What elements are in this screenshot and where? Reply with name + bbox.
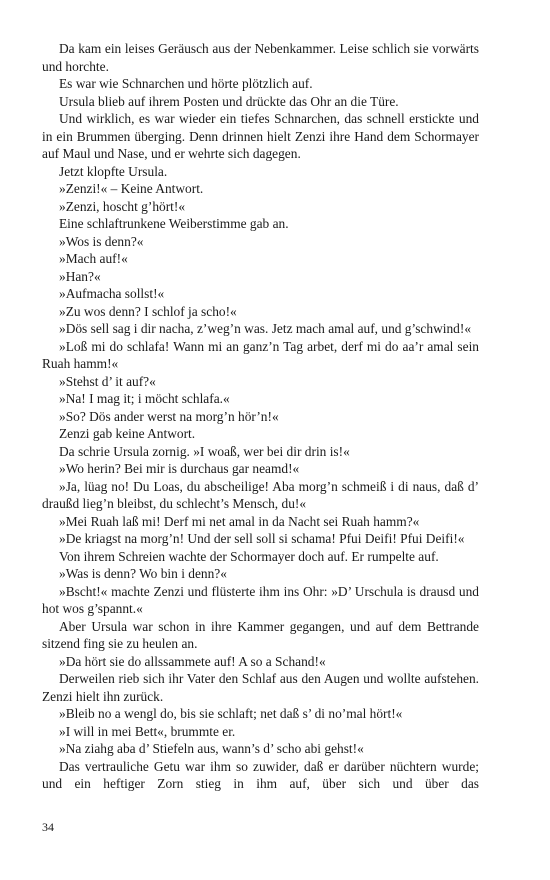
paragraph: »Han?« [59,268,101,284]
paragraph: »Bleib no a wengl do, bis sie schlaft; net daß s’ di no’mal hört!« [59,706,403,721]
paragraph: »Zu wos denn? I schlof ja scho!« [59,303,237,319]
paragraph: Jetzt klopfte Ursula. [59,163,168,179]
paragraph: Von ihrem Schreien wachte der Schormayer doch auf. Er rumpelte auf. [59,548,439,564]
paragraph: »Zenzi, hoscht g’hört!« [59,198,186,214]
paragraph: Zenzi gab keine Antwort. [59,426,196,441]
paragraph: »Ja, lüag no! Du Loas, du abscheilige! Aba morg’n schmeiß i di naus, daß d’ draußd lieg’n bleibst, du schlecht’s Mensch, du!« [42,478,479,511]
paragraph: »Aufmacha sollst!« [59,286,165,301]
paragraph: Ursula blieb auf ihrem Posten und drückte das Ohr an die Türe. [59,93,399,109]
paragraph: »Stehst d’ it auf?« [59,373,156,389]
paragraph: »Na ziahg aba d’ Stiefeln aus, wann’s d’ scho abi gehst!« [59,741,364,756]
page-number: 34 [42,820,54,834]
paragraph: Derweilen rieb sich ihr Vater den Schlaf aus den Augen und wollte aufstehen. Zenzi hielt ihn zurück. [42,671,479,704]
paragraph: »Was is denn? Wo bin i denn?« [59,566,227,581]
paragraph: Da kam ein leises Geräusch aus der Nebenkammer. Leise schlich sie vorwärts und horchte. [42,41,479,74]
paragraph: »Mach auf!« [59,251,128,266]
paragraph: Es war wie Schnarchen und hörte plötzlich auf. [59,76,313,91]
paragraph: Eine schlaftrunkene Weiberstimme gab an. [59,216,289,231]
paragraph: »I will in mei Bett«, brummte er. [59,723,236,739]
paragraph: »Na! I mag it; i möcht schlafa.« [59,391,230,406]
paragraph: »De kriagst na morg’n! Und der sell soll si schama! Pfui Deifi! Pfui Deifi!« [59,531,465,546]
paragraph: »Loß mi do schlafa! Wann mi an ganz’n Tag arbet, derf mi do aa’r amal sein Ruah hamm!« [42,338,479,371]
page-body [42,40,479,793]
paragraph: »So? Dös ander werst na morg’n hör’n!« [59,408,279,424]
paragraph: »Bscht!« machte Zenzi und flüsterte ihm ins Ohr: »D’ Urschula is drausd und hot wos g’spannt.« [42,583,479,616]
paragraph: »Dös sell sag i dir nacha, z’weg’n was. Jetz mach amal auf, und g’schwind!« [59,321,472,336]
paragraph: Da schrie Ursula zornig. »I woaß, wer bei dir drin is!« [59,443,350,459]
paragraph: »Wos is denn?« [59,233,144,249]
paragraph: »Wo herin? Bei mir is durchaus gar neamd!« [59,461,300,476]
paragraph: Aber Ursula war schon in ihre Kammer gegangen, und auf dem Bettrande sitzend fing sie zu heulen an. [42,618,479,651]
paragraph: Das vertrauliche Getu war ihm so zuwider, daß er darüber nüchtern wurde; und ein heftiger Zorn stieg in ihm auf, über sich und über das [42,758,479,791]
paragraph: »Zenzi!« – Keine Antwort. [59,181,204,196]
paragraph: »Da hört sie do allssammete auf! A so a Schand!« [59,653,326,669]
paragraph: »Mei Ruah laß mi! Derf mi net amal in da Nacht sei Ruah hamm?« [59,513,420,529]
paragraph: Und wirklich, es war wieder ein tiefes Schnarchen, das schnell erstickte und in ein Brummen überging. Denn drinnen hielt Zenzi ihre Hand dem Schormayer auf Maul und Nase, und er wehrte sich dagegen. [42,111,479,161]
